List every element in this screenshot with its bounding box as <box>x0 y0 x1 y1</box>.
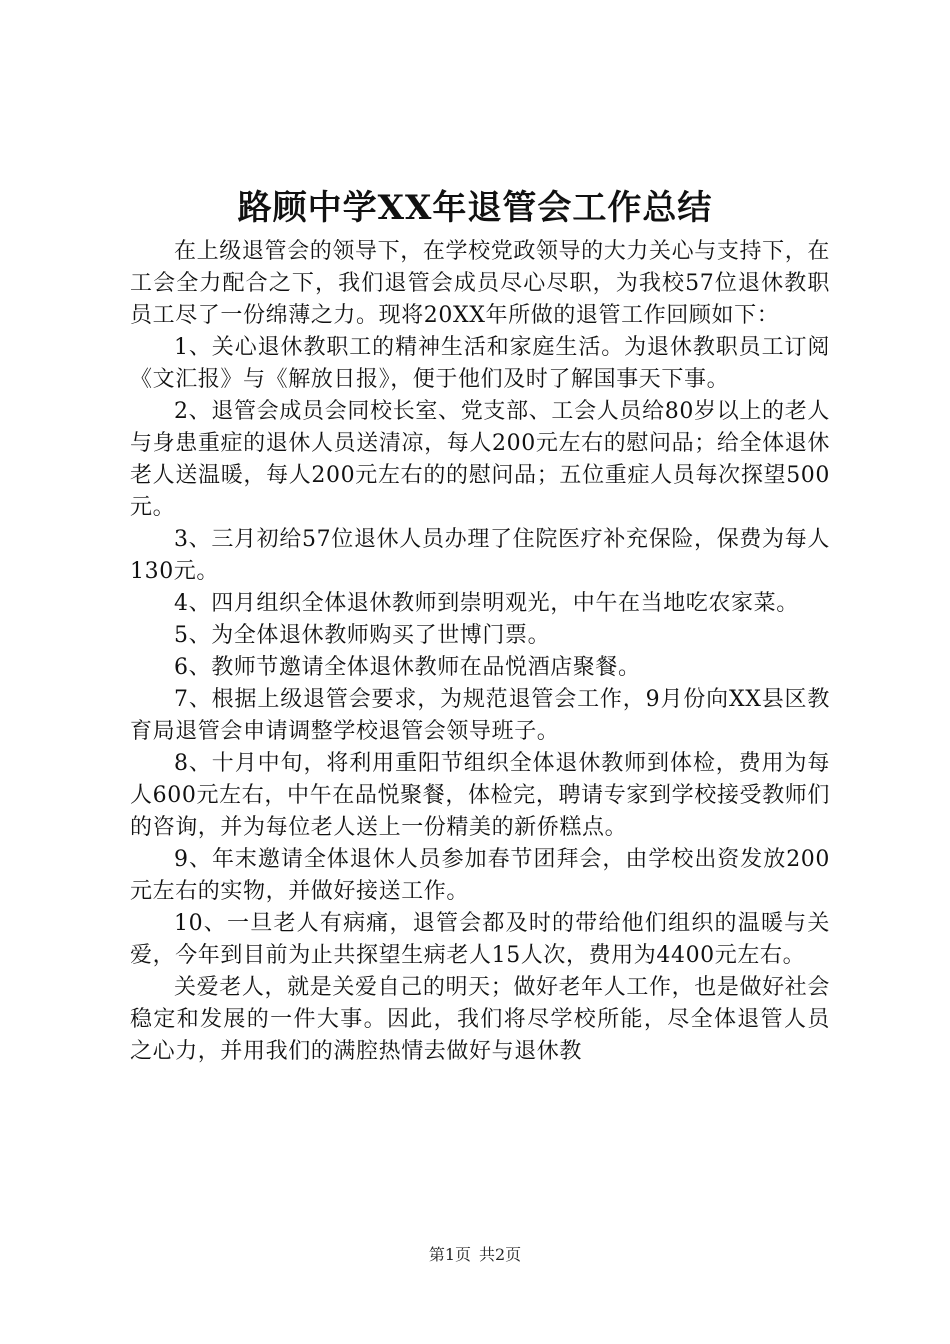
paragraph-item-1: 1、关心退休教职工的精神生活和家庭生活。为退休教职员工订阅《文汇报》与《解放日报》，便于他们及时了解国事天下事。 <box>130 335 830 392</box>
paragraph-item-4: 4、四月组织全体退休教师到崇明观光，中午在当地吃农家菜。 <box>174 591 799 616</box>
page-number: 第1页 <box>428 1245 471 1264</box>
paragraph-conclusion: 关爱老人，就是关爱自己的明天；做好老年人工作，也是做好社会稳定和发展的一件大事。因此，我们将尽学校所能，尽全体退管人员之心力，并用我们的满腔热情去做好与退休教 <box>130 975 830 1064</box>
paragraph-item-9: 9、年末邀请全体退休人员参加春节团拜会，由学校出资发放200元左右的实物，并做好接送工作。 <box>130 847 830 904</box>
paragraph-item-6: 6、教师节邀请全体退休教师在品悦酒店聚餐。 <box>174 655 641 680</box>
paragraph-item-5: 5、为全体退休教师购买了世博门票。 <box>174 623 551 648</box>
paragraph-item-10: 10、一旦老人有病痛，退管会都及时的带给他们组织的温暖与关爱，今年到目前为止共探望生病老人15人次，费用为4400元左右。 <box>130 911 830 968</box>
document-title: 路顾中学XX年退管会工作总结 <box>237 188 713 228</box>
page-total: 共2页 <box>479 1245 522 1264</box>
paragraph-item-2: 2、退管会成员会同校长室、党支部、工会人员给80岁以上的老人与身患重症的退休人员送清凉，每人200元左右的慰问品；给全体退休老人送温暖，每人200元左右的的慰问品；五位重症人员每次探望500元。 <box>130 399 830 520</box>
paragraph-item-3: 3、三月初给57位退休人员办理了住院医疗补充保险，保费为每人130元。 <box>130 527 830 584</box>
page-footer <box>0 1244 950 1266</box>
paragraph-item-7: 7、根据上级退管会要求，为规范退管会工作，9月份向XX县区教育局退管会申请调整学校退管会领导班子。 <box>130 687 830 744</box>
document-body <box>130 236 830 1068</box>
paragraph-item-8: 8、十月中旬，将利用重阳节组织全体退休教师到体检，费用为每人600元左右，中午在品悦聚餐，体检完，聘请专家到学校接受教师们的咨询，并为每位老人送上一份精美的新侨糕点。 <box>130 751 830 840</box>
paragraph-intro: 在上级退管会的领导下，在学校党政领导的大力关心与支持下，在工会全力配合之下，我们退管会成员尽心尽职，为我校57位退休教职员工尽了一份绵薄之力。现将20XX年所做的退管工作回顾如下： <box>130 239 830 328</box>
